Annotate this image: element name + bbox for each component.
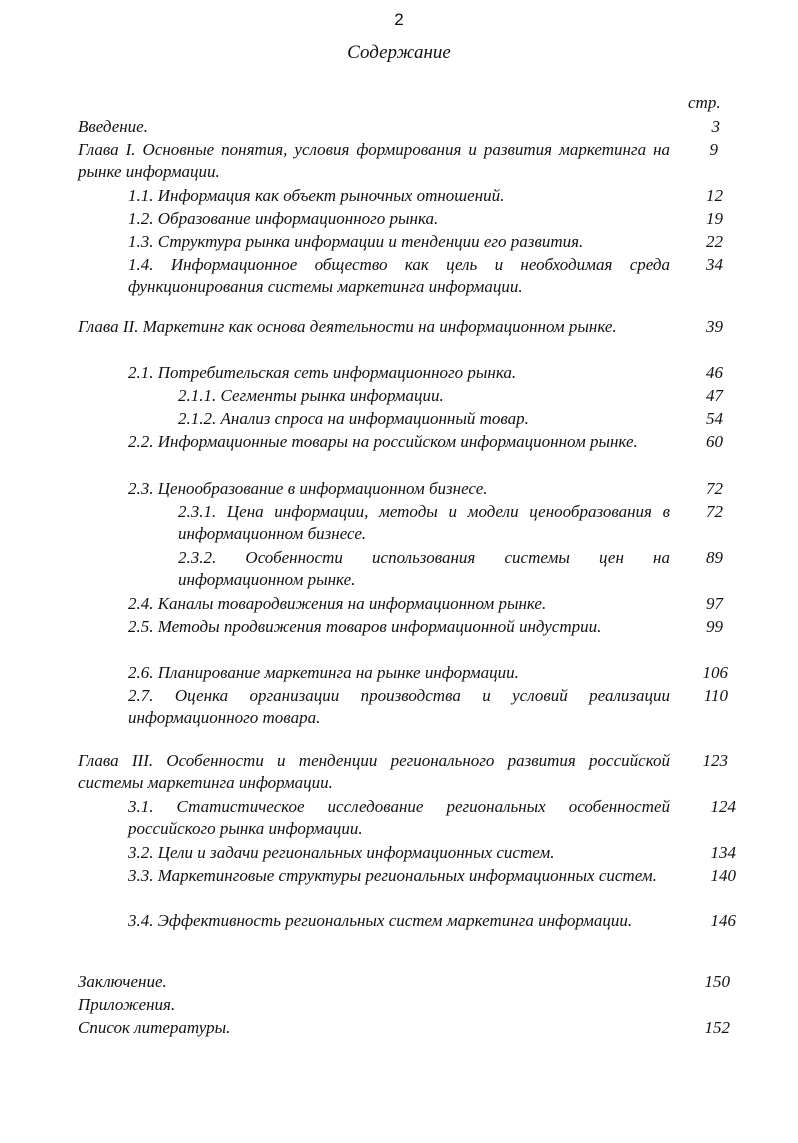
toc-section [128, 431, 670, 453]
toc-entry-text: 1.3. Структура рынка информации и тенденции его развития. [128, 232, 584, 251]
toc-entry-text: 2.7. Оценка организации производства и условий реализации информационного товара. [128, 686, 670, 727]
page-title: Содержание [347, 42, 451, 63]
toc-entry-text: Глава I. Основные понятия, условия формирования и развития маркетинга на рынке информации. [78, 140, 670, 181]
toc-entry-text: Введение. [78, 117, 148, 136]
toc-section [128, 796, 670, 840]
toc-entry-text: 3.4. Эффективность региональных систем маркетинга информации. [128, 911, 633, 930]
toc-entry-text: 2.6. Планирование маркетинга на рынке информации. [128, 663, 519, 682]
toc-entry-text: 1.2. Образование информационного рынка. [128, 209, 439, 228]
toc-section [128, 185, 668, 207]
toc-entry-page: 124 [710, 797, 736, 816]
toc-entry-page: 134 [710, 843, 736, 862]
toc-chapter [78, 750, 670, 794]
toc-entry [78, 994, 668, 1016]
toc-subsection [178, 385, 668, 407]
toc-entry-text: 3.3. Маркетинговые структуры региональных информационных систем. [128, 866, 657, 885]
toc-entry-page: 97 [706, 594, 723, 613]
toc-entry-page: 3 [711, 117, 720, 136]
toc-entry-page: 146 [710, 911, 736, 930]
toc-section [128, 685, 670, 729]
page-column-header: стр. [688, 93, 721, 112]
toc-section [128, 478, 668, 500]
toc-section [128, 208, 668, 230]
toc-chapter [78, 316, 670, 338]
toc-section [128, 842, 668, 864]
page-number: 2 [394, 10, 404, 29]
toc-entry-page: 46 [706, 363, 723, 382]
toc-entry-page: 19 [706, 209, 723, 228]
toc-entry-page: 47 [706, 386, 723, 405]
toc-entry-text: Приложения. [78, 995, 176, 1014]
toc-entry-page: 9 [709, 140, 718, 159]
toc-entry-text: 2.1.1. Сегменты рынка информации. [178, 386, 444, 405]
toc-entry [78, 1017, 668, 1039]
toc-entry-text: 2.3.1. Цена информации, методы и модели ценообразования в информационном бизнесе. [178, 502, 670, 543]
toc-entry [78, 971, 668, 993]
toc-section [128, 593, 668, 615]
toc-entry-page: 60 [706, 432, 723, 451]
toc-entry-page: 152 [704, 1018, 730, 1037]
toc-section [128, 231, 668, 253]
toc-entry-text: Глава II. Маркетинг как основа деятельности на информационном рынке. [78, 317, 617, 336]
toc-entry-page: 22 [706, 232, 723, 251]
toc-entry-text: 2.5. Методы продвижения товаров информационной индустрии. [128, 617, 602, 636]
toc-entry-page: 34 [706, 255, 723, 274]
toc-entry-text: 2.3.2. Особенности использования системы цен на информационном рынке. [178, 548, 670, 589]
toc-entry-text: 2.1.2. Анализ спроса на информационный товар. [178, 409, 529, 428]
toc-subsection [178, 501, 670, 545]
toc-entry-page: 123 [702, 751, 728, 770]
toc-entry-page: 150 [704, 972, 730, 991]
toc-entry-text: 1.4. Информационное общество как цель и необходимая среда функционирования системы маркетинга информации. [128, 255, 670, 296]
toc-entry-text: 2.3. Ценообразование в информационном бизнесе. [128, 479, 488, 498]
toc-entry-text: 1.1. Информация как объект рыночных отношений. [128, 186, 505, 205]
toc-entry-text: 2.4. Каналы товародвижения на информационном рынке. [128, 594, 547, 613]
toc-subsection [178, 547, 670, 591]
toc-entry-text: 3.2. Цели и задачи региональных информационных систем. [128, 843, 555, 862]
toc-subsection [178, 408, 668, 430]
toc-entry-page: 39 [706, 317, 723, 336]
toc-entry-page: 89 [706, 548, 723, 567]
toc-section [128, 662, 668, 684]
toc-entry-page: 140 [710, 866, 736, 885]
toc-entry-text: Заключение. [78, 972, 167, 991]
toc-entry-page: 110 [703, 686, 728, 705]
toc-entry [78, 116, 668, 138]
toc-entry-page: 72 [706, 502, 723, 521]
toc-entry-text: Глава III. Особенности и тенденции регионального развития российской системы маркетинга информации. [78, 751, 670, 792]
toc-entry-text: Список литературы. [78, 1018, 231, 1037]
toc-entry-page: 99 [706, 617, 723, 636]
toc-entry-page: 12 [706, 186, 723, 205]
toc-entry-page: 54 [706, 409, 723, 428]
toc-section [128, 865, 670, 887]
toc-entry-text: 2.1. Потребительская сеть информационного рынка. [128, 363, 517, 382]
toc-section [128, 910, 670, 932]
toc-section [128, 254, 670, 298]
toc-section [128, 616, 670, 638]
toc-entry-page: 72 [706, 479, 723, 498]
toc-entry-page: 106 [702, 663, 728, 682]
toc-section [128, 362, 668, 384]
toc-chapter [78, 139, 670, 183]
toc-entry-text: 3.1. Статистическое исследование региональных особенностей российского рынка информации. [128, 797, 670, 838]
toc-entry-text: 2.2. Информационные товары на российском информационном рынке. [128, 432, 638, 451]
